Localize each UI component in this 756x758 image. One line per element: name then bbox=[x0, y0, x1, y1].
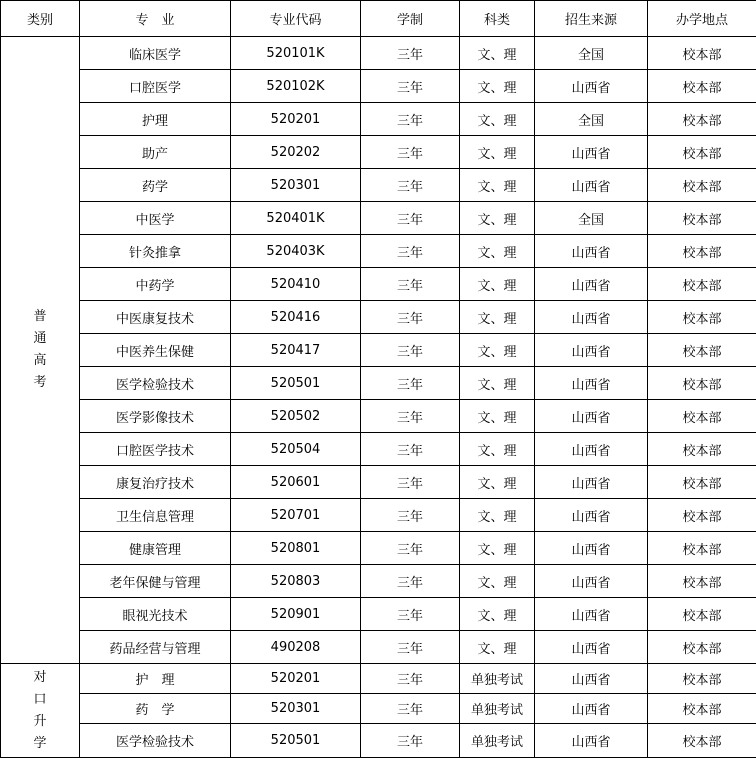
table-row bbox=[1, 103, 756, 136]
cell-source: 山西省 bbox=[535, 532, 648, 565]
cell-subject: 文、理 bbox=[460, 268, 535, 301]
cell-subject: 文、理 bbox=[460, 565, 535, 598]
cell-duration: 三年 bbox=[361, 268, 460, 301]
cell-location: 校本部 bbox=[648, 433, 756, 466]
cell-duration: 三年 bbox=[361, 202, 460, 235]
cell-major: 临床医学 bbox=[80, 37, 231, 70]
category-label: 对口升学 bbox=[33, 667, 47, 755]
cell-location: 校本部 bbox=[648, 334, 756, 367]
header-major: 专 业 bbox=[80, 1, 231, 37]
cell-code: 520401K bbox=[231, 202, 361, 235]
cell-location: 校本部 bbox=[648, 598, 756, 631]
cell-source: 山西省 bbox=[535, 724, 648, 758]
cell-major: 眼视光技术 bbox=[80, 598, 231, 631]
cell-subject: 文、理 bbox=[460, 433, 535, 466]
cell-duration: 三年 bbox=[361, 400, 460, 433]
cell-major: 口腔医学技术 bbox=[80, 433, 231, 466]
table-row bbox=[1, 694, 756, 724]
cell-duration: 三年 bbox=[361, 169, 460, 202]
cell-code: 520701 bbox=[231, 499, 361, 532]
cell-subject: 文、理 bbox=[460, 169, 535, 202]
cell-source: 山西省 bbox=[535, 565, 648, 598]
cell-major: 护 理 bbox=[80, 664, 231, 694]
cell-location: 校本部 bbox=[648, 103, 756, 136]
table-row bbox=[1, 37, 756, 70]
cell-code: 520201 bbox=[231, 664, 361, 694]
cell-source: 山西省 bbox=[535, 466, 648, 499]
cell-major: 中医学 bbox=[80, 202, 231, 235]
cell-major: 护理 bbox=[80, 103, 231, 136]
header-code: 专业代码 bbox=[231, 1, 361, 37]
cell-duration: 三年 bbox=[361, 466, 460, 499]
cell-location: 校本部 bbox=[648, 367, 756, 400]
cell-source: 山西省 bbox=[535, 70, 648, 103]
cell-location: 校本部 bbox=[648, 400, 756, 433]
cell-duration: 三年 bbox=[361, 367, 460, 400]
cell-source: 全国 bbox=[535, 103, 648, 136]
cell-major: 药品经营与管理 bbox=[80, 631, 231, 664]
cell-subject: 单独考试 bbox=[460, 664, 535, 694]
cell-location: 校本部 bbox=[648, 565, 756, 598]
cell-source: 山西省 bbox=[535, 694, 648, 724]
cell-subject: 文、理 bbox=[460, 103, 535, 136]
cell-location: 校本部 bbox=[648, 499, 756, 532]
cell-major: 中医康复技术 bbox=[80, 301, 231, 334]
cell-major: 老年保健与管理 bbox=[80, 565, 231, 598]
cell-duration: 三年 bbox=[361, 37, 460, 70]
table-row bbox=[1, 466, 756, 499]
cell-location: 校本部 bbox=[648, 532, 756, 565]
header-location: 办学地点 bbox=[648, 1, 756, 37]
cell-major: 针灸推拿 bbox=[80, 235, 231, 268]
cell-major: 中医养生保健 bbox=[80, 334, 231, 367]
cell-duration: 三年 bbox=[361, 664, 460, 694]
cell-code: 520901 bbox=[231, 598, 361, 631]
cell-major: 医学影像技术 bbox=[80, 400, 231, 433]
header-subject: 科类 bbox=[460, 1, 535, 37]
cell-location: 校本部 bbox=[648, 631, 756, 664]
cell-code: 520501 bbox=[231, 367, 361, 400]
table-row bbox=[1, 565, 756, 598]
table-row bbox=[1, 367, 756, 400]
cell-major: 康复治疗技术 bbox=[80, 466, 231, 499]
cell-code: 520403K bbox=[231, 235, 361, 268]
cell-duration: 三年 bbox=[361, 694, 460, 724]
cell-location: 校本部 bbox=[648, 664, 756, 694]
cell-location: 校本部 bbox=[648, 268, 756, 301]
table-row bbox=[1, 724, 756, 758]
table-row bbox=[1, 664, 756, 694]
cell-duration: 三年 bbox=[361, 565, 460, 598]
table-row bbox=[1, 235, 756, 268]
cell-source: 山西省 bbox=[535, 499, 648, 532]
cell-code: 520501 bbox=[231, 724, 361, 758]
cell-major: 助产 bbox=[80, 136, 231, 169]
cell-source: 山西省 bbox=[535, 664, 648, 694]
table-row bbox=[1, 70, 756, 103]
cell-code: 490208 bbox=[231, 631, 361, 664]
cell-location: 校本部 bbox=[648, 235, 756, 268]
cell-subject: 文、理 bbox=[460, 301, 535, 334]
cell-subject: 文、理 bbox=[460, 466, 535, 499]
table-row bbox=[1, 301, 756, 334]
cell-code: 520417 bbox=[231, 334, 361, 367]
table-row bbox=[1, 169, 756, 202]
cell-subject: 单独考试 bbox=[460, 694, 535, 724]
cell-location: 校本部 bbox=[648, 466, 756, 499]
table-row bbox=[1, 532, 756, 565]
cell-source: 山西省 bbox=[535, 136, 648, 169]
category-cell bbox=[1, 664, 80, 758]
cell-location: 校本部 bbox=[648, 724, 756, 758]
cell-source: 山西省 bbox=[535, 598, 648, 631]
cell-source: 山西省 bbox=[535, 268, 648, 301]
cell-code: 520502 bbox=[231, 400, 361, 433]
cell-source: 山西省 bbox=[535, 235, 648, 268]
cell-code: 520504 bbox=[231, 433, 361, 466]
cell-source: 全国 bbox=[535, 202, 648, 235]
cell-duration: 三年 bbox=[361, 532, 460, 565]
table-row bbox=[1, 598, 756, 631]
table-row bbox=[1, 334, 756, 367]
cell-location: 校本部 bbox=[648, 37, 756, 70]
cell-subject: 文、理 bbox=[460, 70, 535, 103]
cell-subject: 文、理 bbox=[460, 598, 535, 631]
table-row bbox=[1, 499, 756, 532]
cell-duration: 三年 bbox=[361, 301, 460, 334]
header-row bbox=[1, 1, 756, 37]
cell-major: 医学检验技术 bbox=[80, 724, 231, 758]
cell-code: 520803 bbox=[231, 565, 361, 598]
cell-subject: 文、理 bbox=[460, 631, 535, 664]
header-source: 招生来源 bbox=[535, 1, 648, 37]
cell-duration: 三年 bbox=[361, 598, 460, 631]
cell-source: 山西省 bbox=[535, 433, 648, 466]
cell-code: 520202 bbox=[231, 136, 361, 169]
cell-duration: 三年 bbox=[361, 103, 460, 136]
table-row bbox=[1, 631, 756, 664]
cell-duration: 三年 bbox=[361, 631, 460, 664]
header-duration: 学制 bbox=[361, 1, 460, 37]
cell-subject: 文、理 bbox=[460, 136, 535, 169]
table-row bbox=[1, 268, 756, 301]
cell-source: 山西省 bbox=[535, 301, 648, 334]
cell-duration: 三年 bbox=[361, 724, 460, 758]
cell-code: 520416 bbox=[231, 301, 361, 334]
cell-major: 药 学 bbox=[80, 694, 231, 724]
category-cell bbox=[1, 37, 80, 664]
header-category: 类别 bbox=[1, 1, 80, 37]
cell-duration: 三年 bbox=[361, 334, 460, 367]
cell-major: 健康管理 bbox=[80, 532, 231, 565]
cell-subject: 文、理 bbox=[460, 334, 535, 367]
cell-code: 520301 bbox=[231, 169, 361, 202]
cell-duration: 三年 bbox=[361, 433, 460, 466]
cell-code: 520801 bbox=[231, 532, 361, 565]
cell-location: 校本部 bbox=[648, 301, 756, 334]
cell-location: 校本部 bbox=[648, 136, 756, 169]
cell-subject: 文、理 bbox=[460, 532, 535, 565]
cell-code: 520601 bbox=[231, 466, 361, 499]
cell-code: 520101K bbox=[231, 37, 361, 70]
cell-duration: 三年 bbox=[361, 136, 460, 169]
cell-subject: 文、理 bbox=[460, 499, 535, 532]
cell-source: 全国 bbox=[535, 37, 648, 70]
cell-source: 山西省 bbox=[535, 367, 648, 400]
cell-location: 校本部 bbox=[648, 70, 756, 103]
cell-source: 山西省 bbox=[535, 334, 648, 367]
cell-subject: 文、理 bbox=[460, 202, 535, 235]
cell-duration: 三年 bbox=[361, 499, 460, 532]
cell-location: 校本部 bbox=[648, 202, 756, 235]
cell-location: 校本部 bbox=[648, 694, 756, 724]
cell-duration: 三年 bbox=[361, 70, 460, 103]
cell-subject: 文、理 bbox=[460, 400, 535, 433]
cell-subject: 单独考试 bbox=[460, 724, 535, 758]
cell-subject: 文、理 bbox=[460, 367, 535, 400]
cell-location: 校本部 bbox=[648, 169, 756, 202]
cell-code: 520102K bbox=[231, 70, 361, 103]
table-row bbox=[1, 433, 756, 466]
cell-code: 520201 bbox=[231, 103, 361, 136]
cell-major: 卫生信息管理 bbox=[80, 499, 231, 532]
category-label: 普通高考 bbox=[33, 306, 47, 394]
cell-major: 口腔医学 bbox=[80, 70, 231, 103]
cell-code: 520301 bbox=[231, 694, 361, 724]
cell-source: 山西省 bbox=[535, 169, 648, 202]
cell-code: 520410 bbox=[231, 268, 361, 301]
cell-source: 山西省 bbox=[535, 400, 648, 433]
cell-major: 医学检验技术 bbox=[80, 367, 231, 400]
cell-major: 中药学 bbox=[80, 268, 231, 301]
cell-major: 药学 bbox=[80, 169, 231, 202]
table-row bbox=[1, 400, 756, 433]
cell-duration: 三年 bbox=[361, 235, 460, 268]
table-row bbox=[1, 136, 756, 169]
table-row bbox=[1, 202, 756, 235]
cell-source: 山西省 bbox=[535, 631, 648, 664]
cell-subject: 文、理 bbox=[460, 235, 535, 268]
cell-subject: 文、理 bbox=[460, 37, 535, 70]
